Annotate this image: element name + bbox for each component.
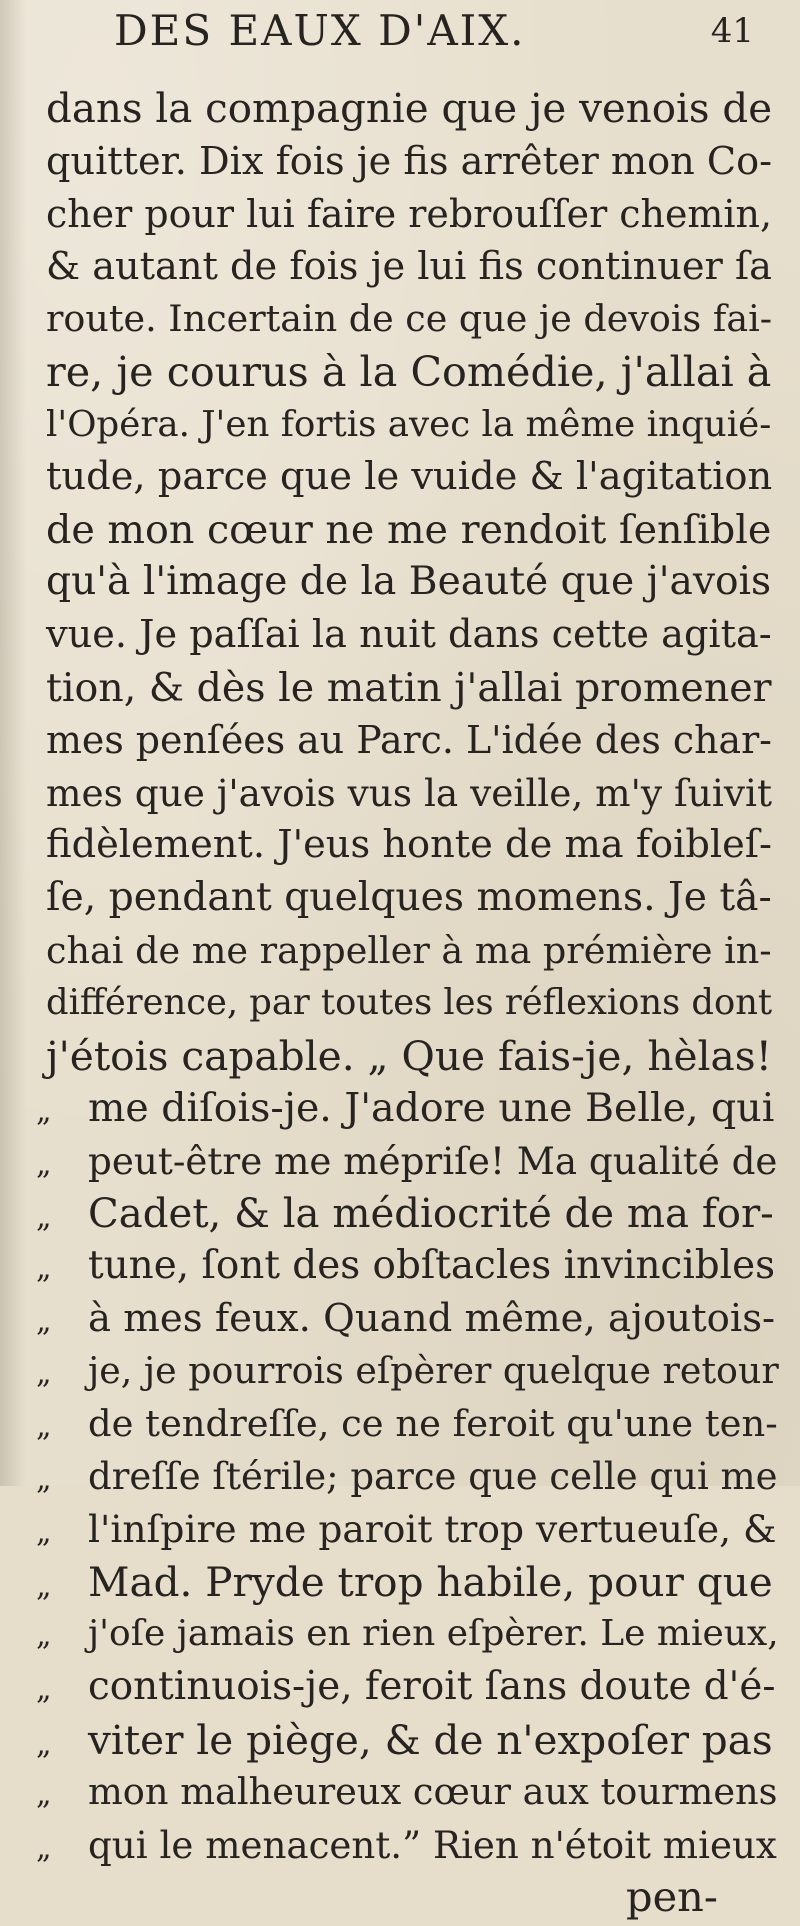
quote-mark: „ (36, 1515, 52, 1551)
line-text: tion, & dès le matin j'allai promener (46, 664, 772, 711)
text-line (46, 448, 772, 506)
text-line (36, 1290, 775, 1348)
line-text: & autant de fois je lui fis continuer ſa (46, 243, 772, 289)
line-text: re, je courus à la Comédie, j'allai à (46, 348, 772, 396)
quote-mark: „ (36, 1147, 52, 1182)
text-line (46, 659, 772, 717)
text-line (36, 1132, 777, 1190)
line-text: qu'à l'image de la Beauté que j'avois (46, 559, 772, 605)
line-text: mes penſées au Parc. L'idée des char- (46, 718, 772, 763)
text-line (36, 1711, 773, 1769)
quote-mark: „ (36, 1618, 52, 1654)
line-text: ſe, pendant quelques momens. Je tâ- (46, 875, 772, 920)
line-text: cher pour lui faire rebrouſſer chemin, (46, 192, 773, 237)
text-line (36, 1342, 779, 1400)
line-text: Mad. Pryde trop habile, pour que (88, 1557, 773, 1606)
text-line (46, 396, 771, 454)
line-text: mon malheureux cœur aux tourmens (88, 1770, 778, 1814)
catchword: pen- (626, 1872, 718, 1922)
line-text: continuois-je, feroit ſans doute d'é- (88, 1664, 776, 1709)
text-line (46, 764, 772, 822)
line-text: route. Incertain de ce que je devois fai- (46, 297, 773, 341)
line-text: vue. Je paſſai la nuit dans cette agita- (46, 613, 772, 657)
text-line (46, 922, 772, 980)
page-header (114, 6, 754, 56)
line-text: de tendreſſe, ce ne feroit qu'une ten- (88, 1402, 778, 1445)
text-line (36, 1816, 777, 1874)
line-text: tune, ſont des obſtacles invincibles (88, 1243, 776, 1289)
quote-mark: „ (36, 1461, 52, 1497)
line-text: à mes feux. Quand même, ajoutois- (88, 1295, 776, 1341)
text-line (36, 1395, 778, 1453)
text-line (46, 290, 772, 348)
page-number: 41 (710, 11, 754, 51)
quote-mark: „ (36, 1726, 52, 1762)
line-text: l'Opéra. J'en fortis avec la même inquié- (46, 403, 772, 445)
line-text: fidèlement. J'eus honte de ma foibleſ- (46, 822, 772, 868)
running-title: DES EAUX D'AIX. (114, 6, 526, 55)
line-text: je, je pourrois eſpèrer quelque retour (88, 1349, 779, 1393)
quote-mark: „ (36, 1409, 52, 1444)
text-line (36, 1448, 778, 1506)
line-text: mes que j'avois vus la veille, m'y ſuivit (46, 770, 772, 815)
text-line (46, 869, 772, 927)
text-line (36, 1079, 774, 1137)
line-text: chai de me rappeller à ma prémière in- (46, 928, 772, 972)
text-line (46, 711, 772, 769)
text-line (46, 1027, 772, 1085)
text-line (46, 606, 772, 664)
line-text: différence, par toutes les réflexions dont (46, 982, 773, 1024)
text-line (36, 1553, 773, 1611)
quote-mark: „ (36, 1356, 52, 1392)
line-text: dreſſe ſtérile; parce que celle qui me (88, 1454, 778, 1498)
line-text: j'oſe jamais en rien eſpèrer. Le mieux, (88, 1613, 779, 1655)
text-line (36, 1185, 774, 1243)
line-text: de mon cœur ne me rendoit ſenſible (46, 506, 772, 553)
text-line (36, 1763, 778, 1821)
quote-mark: „ (36, 1199, 52, 1235)
text-line (46, 974, 772, 1032)
quote-mark: „ (36, 1672, 52, 1707)
text-line (46, 343, 771, 401)
text-line (46, 185, 772, 243)
text-line (36, 1237, 775, 1295)
line-text: peut-être me mépriſe! Ma qualité de (88, 1139, 778, 1183)
quote-mark: „ (36, 1303, 52, 1339)
line-text: Cadet, & la médiocrité de ma for- (88, 1190, 774, 1237)
text-line (46, 133, 772, 191)
line-text: l'inſpire me paroit trop vertueuſe, & (88, 1507, 777, 1552)
line-text: dans la compagnie que je venois de (46, 85, 773, 132)
quote-mark: „ (36, 1830, 52, 1866)
text-line (36, 1605, 779, 1663)
quote-mark: „ (36, 1777, 52, 1813)
line-text: tude, parce que le vuide & l'agitation (46, 454, 773, 500)
text-line (36, 1500, 776, 1558)
line-text: quitter. Dix fois je fis arrêter mon Co- (46, 139, 773, 184)
line-text: viter le piège, & de n'expoſer pas (88, 1715, 773, 1764)
text-line (46, 553, 771, 611)
quote-mark: „ (36, 1568, 52, 1604)
text-line (46, 816, 772, 874)
line-text: me diſois-je. J'adore une Belle, qui (88, 1085, 775, 1132)
quote-mark: „ (36, 1094, 52, 1130)
text-line (46, 80, 772, 138)
quote-mark: „ (36, 1251, 52, 1287)
text-line (46, 501, 771, 559)
text-line (46, 238, 772, 296)
page-gutter-shadow (0, 0, 26, 1486)
text-line (36, 1658, 776, 1716)
line-text: qui le menacent.” Rien n'étoit mieux (88, 1822, 777, 1867)
line-text: j'étois capable. „ Que fais-je, hèlas! (46, 1031, 772, 1080)
